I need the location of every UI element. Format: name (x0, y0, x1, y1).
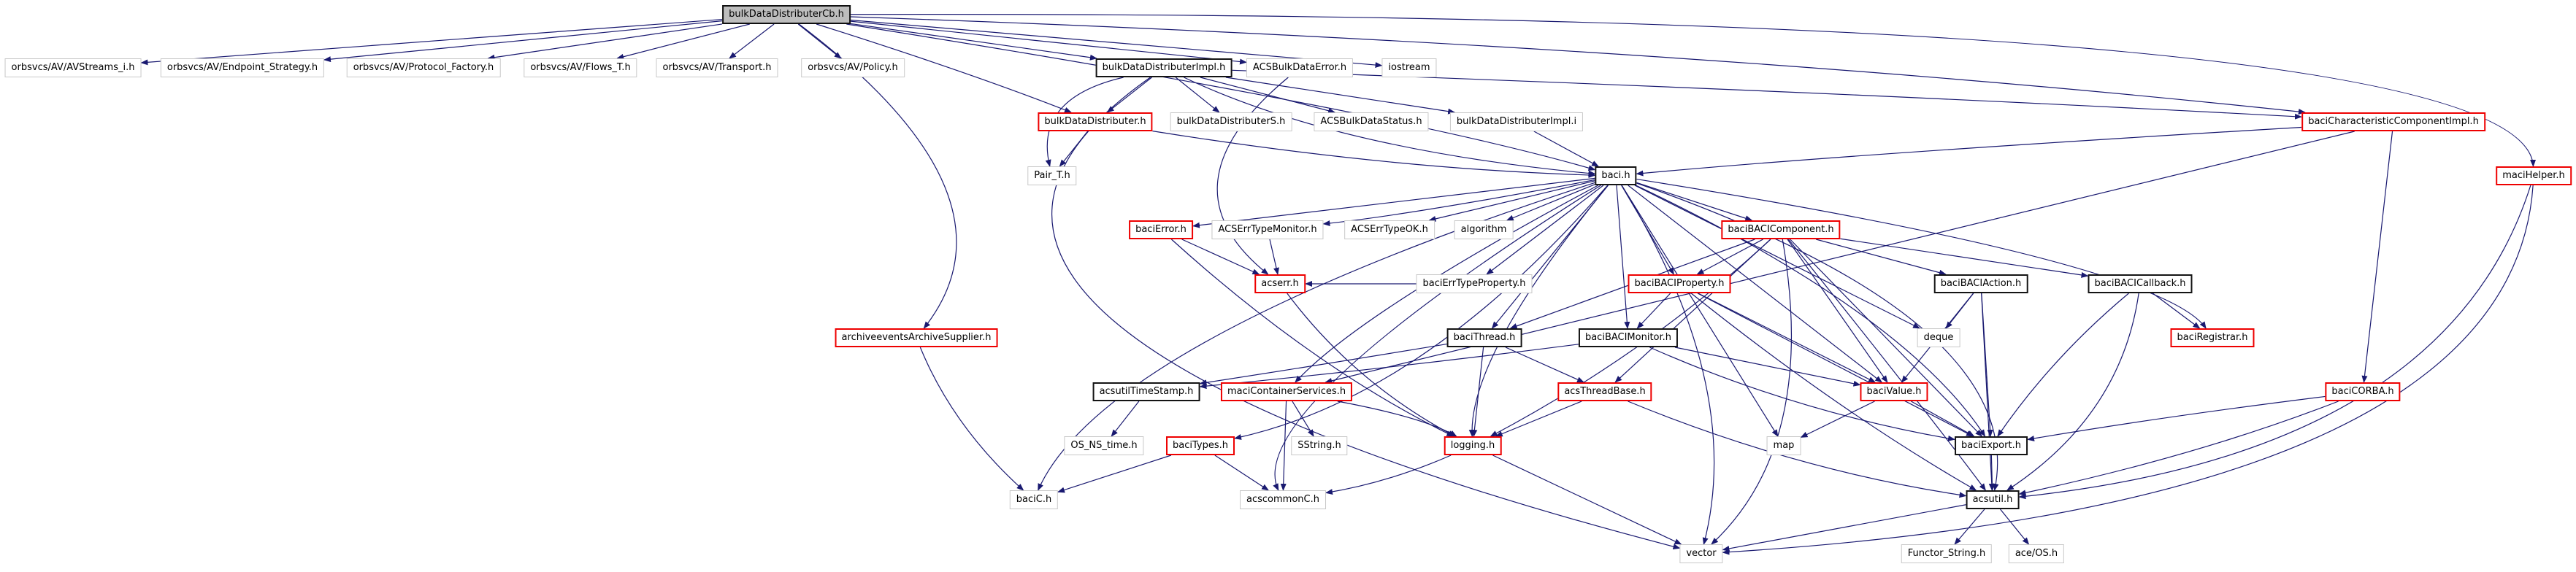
graph-node-bddImpl[interactable]: bulkDataDistributerImpl.h (1096, 58, 1233, 77)
graph-node-protocol[interactable]: orbsvcs/AV/Protocol_Factory.h (347, 58, 501, 77)
edge-baciCallback-to-baciExport (1998, 293, 2129, 436)
edge-root-to-bddImpl (851, 23, 1097, 58)
edge-baciThread-to-logging (1473, 347, 1483, 436)
edge-bddImplI-to-baci (1534, 131, 1598, 166)
edge-bddImpl-to-bdd (1108, 77, 1152, 112)
graph-node-pairT[interactable]: Pair_T.h (1027, 166, 1076, 185)
edge-baciProp-to-baciExport (1698, 293, 1973, 436)
edge-bddImpl-to-vector (1052, 77, 1680, 548)
graph-node-baciAction[interactable]: baciBACIAction.h (1934, 274, 2028, 293)
edge-baciProp-to-acsutil (1691, 293, 1976, 490)
edge-baciProp-to-baciMonitor (1637, 293, 1670, 328)
graph-node-iostream[interactable]: iostream (1381, 58, 1436, 77)
edge-baciMonitor-to-timeStamp (1200, 344, 1579, 387)
edge-root-to-protocol (488, 24, 722, 58)
graph-node-root: bulkDataDistributerCb.h (722, 5, 851, 24)
edge-bddImpl-to-bddS (1176, 77, 1219, 112)
edge-baci-to-errMonitor (1324, 179, 1595, 223)
graph-node-acsBulkStatus[interactable]: ACSBulkDataStatus.h (1314, 112, 1428, 131)
edge-baciCharComp-to-baci (1637, 127, 2302, 174)
edge-root-to-avstreams (142, 20, 723, 63)
graph-node-acscommonC[interactable]: acscommonC.h (1240, 490, 1326, 509)
edge-baciComp-to-baciValue (1787, 239, 1887, 382)
edge-logging-to-vector (1492, 455, 1681, 544)
graph-node-algorithm[interactable]: algorithm (1454, 220, 1514, 239)
edge-baciTypes-to-acscommonC (1215, 455, 1268, 490)
graph-node-baciProp[interactable]: baciBACIProperty.h (1628, 274, 1731, 293)
graph-node-maciHelper[interactable]: maciHelper.h (2496, 166, 2572, 185)
edge-baciMonitor-to-baciValue (1675, 347, 1860, 385)
edge-maciCS-to-acscommonC (1283, 401, 1286, 490)
edge-baci-to-baciMonitor (1617, 185, 1628, 328)
graph-node-baciCharComp[interactable]: baciCharacteristicComponentImpl.h (2301, 112, 2485, 131)
graph-node-vector[interactable]: vector (1679, 544, 1722, 563)
graph-node-sstring[interactable]: SString.h (1291, 436, 1347, 455)
edge-timeStamp-to-osNsTime (1111, 401, 1139, 436)
edge-maciHelper-to-vector (1723, 185, 2534, 552)
edge-baciAction-to-acsutil (1982, 293, 1993, 490)
graph-node-flows[interactable]: orbsvcs/AV/Flows_T.h (524, 58, 637, 77)
edge-baci-to-algorithm (1507, 185, 1595, 220)
edge-root-to-acsBulkErr (851, 21, 1246, 62)
edge-baci-to-deque (1635, 185, 1920, 328)
graph-node-baciExport[interactable]: baciExport.h (1955, 436, 2028, 455)
edge-root-to-maciHelper (851, 15, 2533, 166)
edge-acsBulkErr-to-acserr (1217, 77, 1288, 274)
edge-maciHelper-to-acsutil (2020, 185, 2531, 497)
edge-bddImpl-to-acsBulkStatus (1200, 77, 1335, 112)
edge-baci-to-baciError (1193, 178, 1595, 225)
edge-root-to-transport (729, 24, 774, 58)
graph-node-map[interactable]: map (1767, 436, 1801, 455)
graph-node-baciC[interactable]: baciC.h (1010, 490, 1058, 509)
edge-baciComp-to-threadBase (1615, 239, 1771, 382)
edge-threadBase-to-logging (1496, 401, 1582, 436)
graph-node-transport[interactable]: orbsvcs/AV/Transport.h (656, 58, 778, 77)
edge-baciAction-to-deque (1946, 293, 1974, 328)
graph-node-baciComp[interactable]: baciBACIComponent.h (1721, 220, 1840, 239)
graph-node-avstreams[interactable]: orbsvcs/AV/AVStreams_i.h (5, 58, 142, 77)
edge-baciCharComp-to-baciCORBA (2364, 131, 2392, 382)
graph-node-endpoint[interactable]: orbsvcs/AV/Endpoint_Strategy.h (161, 58, 324, 77)
graph-node-aceOS[interactable]: ace/OS.h (2009, 544, 2064, 563)
edge-baciThread-to-timeStamp (1200, 344, 1447, 384)
graph-node-logging[interactable]: logging.h (1444, 436, 1502, 455)
graph-node-baciValue[interactable]: baciValue.h (1860, 382, 1928, 401)
edge-logging-to-acscommonC (1326, 455, 1451, 493)
edge-baciComp-to-baciCallback (1841, 239, 2088, 276)
graph-node-threadBase[interactable]: acsThreadBase.h (1557, 382, 1652, 401)
edge-baciCallback-to-baciRegistrar (2153, 293, 2199, 328)
edge-root-to-baciCharComp (851, 17, 2305, 112)
graph-node-acserr[interactable]: acserr.h (1254, 274, 1306, 293)
graph-node-baciRegistrar[interactable]: baciRegistrar.h (2171, 328, 2255, 347)
graph-node-deque[interactable]: deque (1917, 328, 1960, 347)
graph-node-timeStamp[interactable]: acsutilTimeStamp.h (1093, 382, 1200, 401)
graph-node-bdd[interactable]: bulkDataDistributer.h (1038, 112, 1152, 131)
edge-baciCallback-to-acsutil (2007, 293, 2139, 490)
graph-node-archive[interactable]: archiveeventsArchiveSupplier.h (835, 328, 998, 347)
graph-node-bddS[interactable]: bulkDataDistributerS.h (1170, 112, 1292, 131)
edge-acserr-to-logging (1287, 293, 1455, 436)
edge-acsutil-to-aceOS (2001, 509, 2029, 544)
graph-node-errMonitor[interactable]: ACSErrTypeMonitor.h (1211, 220, 1323, 239)
edge-baciCORBA-to-baciExport (2028, 396, 2326, 439)
graph-node-maciCS[interactable]: maciContainerServices.h (1221, 382, 1352, 401)
graph-node-errOK[interactable]: ACSErrTypeOK.h (1344, 220, 1435, 239)
edge-baciTypes-to-baciC (1058, 455, 1171, 492)
graph-node-errProp[interactable]: baciErrTypeProperty.h (1416, 274, 1532, 293)
edge-bdd-to-pairT (1059, 131, 1087, 166)
graph-node-baciCallback[interactable]: baciBACICallback.h (2088, 274, 2192, 293)
edge-baciError-to-acserr (1182, 239, 1260, 274)
graph-node-policy[interactable]: orbsvcs/AV/Policy.h (801, 58, 905, 77)
graph-node-baci[interactable]: baci.h (1595, 166, 1636, 185)
edge-errMonitor-to-acserr (1270, 239, 1278, 274)
edge-root-to-endpoint (324, 21, 722, 60)
graph-node-acsutil[interactable]: acsutil.h (1966, 490, 2020, 509)
graph-node-baciTypes[interactable]: baciTypes.h (1166, 436, 1235, 455)
graph-node-baciThread[interactable]: baciThread.h (1447, 328, 1522, 347)
edge-baciProp-to-baciValue (1698, 293, 1875, 382)
graph-node-baciError[interactable]: baciError.h (1129, 220, 1193, 239)
graph-node-functor[interactable]: Functor_String.h (1901, 544, 1992, 563)
edge-root-to-policy (798, 24, 841, 58)
graph-node-acsBulkErr[interactable]: ACSBulkDataError.h (1246, 58, 1353, 77)
edge-baciCORBA-to-acsutil (2020, 401, 2339, 494)
graph-node-baciCORBA[interactable]: baciCORBA.h (2325, 382, 2400, 401)
graph-node-bddImplI[interactable]: bulkDataDistributerImpl.i (1450, 112, 1583, 131)
graph-node-baciMonitor[interactable]: baciBACIMonitor.h (1579, 328, 1678, 347)
graph-node-osNsTime[interactable]: OS_NS_time.h (1064, 436, 1143, 455)
edge-baci-to-vector (1622, 185, 1714, 544)
edge-archive-to-baciC (920, 347, 1023, 490)
edge-bdd-to-baci (1153, 131, 1595, 176)
edge-baciThread-to-threadBase (1506, 347, 1584, 382)
